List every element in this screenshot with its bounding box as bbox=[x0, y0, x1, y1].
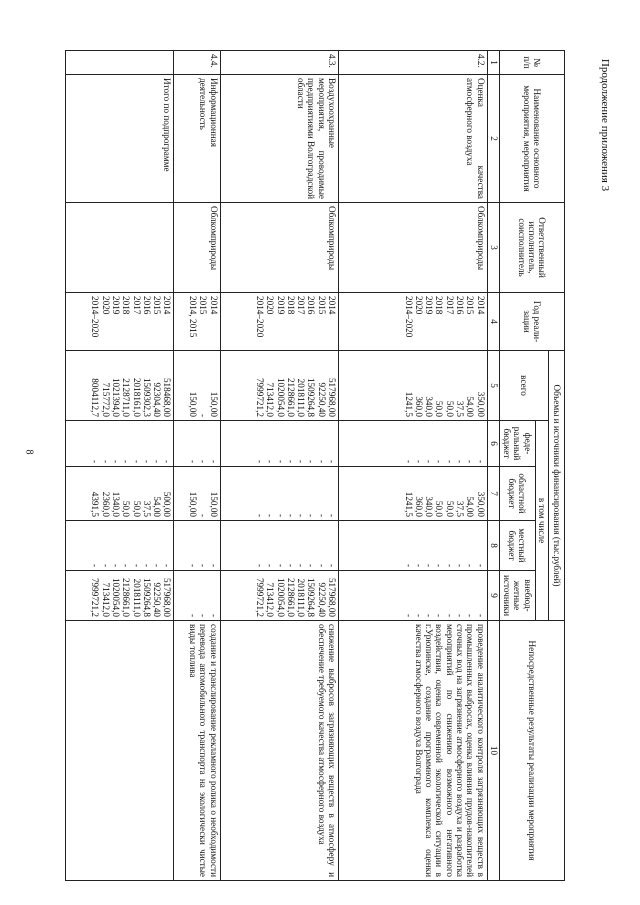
value: 50,0 bbox=[131, 500, 142, 517]
col-number: 7 bbox=[487, 467, 499, 521]
header-funding: Объемы и источники финансирования (тыс.рублей) bbox=[549, 351, 565, 621]
year: 2020 bbox=[413, 296, 424, 315]
value: - bbox=[306, 563, 317, 567]
value: - bbox=[316, 513, 327, 517]
value: 50,0 bbox=[444, 400, 455, 417]
value: - bbox=[121, 459, 132, 463]
year: 2018 bbox=[434, 296, 445, 315]
year: 2014 bbox=[327, 296, 338, 315]
value: 1020054,0 bbox=[110, 577, 121, 617]
value: 1509302,3 bbox=[141, 377, 152, 417]
value: - bbox=[208, 563, 219, 567]
header-including: в том числе bbox=[535, 421, 548, 621]
value: 2018111,0 bbox=[296, 578, 307, 617]
value: 7999721,2 bbox=[255, 377, 265, 417]
value: 92250,40 bbox=[152, 582, 163, 617]
value: 50,0 bbox=[434, 400, 445, 417]
value: 713412,0 bbox=[265, 582, 276, 617]
value: 517968,00 bbox=[327, 577, 338, 617]
header-result: Непосредственные результаты реализации мероприятия bbox=[499, 621, 564, 881]
value: 1509264,8 bbox=[306, 377, 317, 417]
value: - bbox=[275, 513, 286, 517]
value: - bbox=[208, 459, 219, 463]
year: 2014–2020 bbox=[90, 296, 101, 338]
value: 54,00 bbox=[152, 496, 163, 517]
header-extra: внебюд-жетные источники bbox=[499, 571, 535, 621]
table-row bbox=[339, 51, 488, 881]
value: 2128711,0 bbox=[121, 378, 132, 417]
value: - bbox=[434, 613, 445, 617]
header-years: Год реали-зации bbox=[499, 293, 564, 351]
value: 1241,5 bbox=[403, 391, 414, 417]
value: 350,00 bbox=[475, 491, 486, 517]
value: 2018111,0 bbox=[296, 378, 307, 417]
year: 2017 bbox=[131, 296, 142, 315]
value: 713412,0 bbox=[100, 582, 111, 617]
header-responsible: Ответственный исполнитель, соисполнитель bbox=[499, 203, 564, 293]
value: 500,00 bbox=[162, 491, 173, 517]
row-extra bbox=[66, 571, 174, 621]
year: 2016 bbox=[306, 296, 317, 315]
table-row bbox=[66, 51, 174, 881]
value: - bbox=[188, 459, 199, 463]
row-responsible bbox=[66, 203, 174, 293]
row-years bbox=[339, 293, 488, 351]
row-regional bbox=[220, 467, 338, 521]
value: - bbox=[90, 459, 101, 463]
value: 2018111,0 bbox=[131, 578, 142, 617]
value: 340,0 bbox=[424, 496, 435, 517]
row-local bbox=[339, 521, 488, 571]
value: - bbox=[131, 563, 142, 567]
value: 50,0 bbox=[434, 500, 445, 517]
value: - bbox=[444, 459, 455, 463]
year: 2014–2020 bbox=[403, 296, 414, 338]
year: 2015 bbox=[198, 296, 209, 315]
value: 37,5 bbox=[141, 500, 152, 517]
value: - bbox=[424, 613, 435, 617]
row-regional bbox=[66, 467, 174, 521]
value: 713412,0 bbox=[265, 382, 276, 417]
value: 360,0 bbox=[413, 496, 424, 517]
year: 2014 bbox=[208, 296, 219, 315]
value: - bbox=[316, 459, 327, 463]
value: 1509264,8 bbox=[306, 577, 317, 617]
value: - bbox=[90, 563, 101, 567]
value: - bbox=[198, 513, 209, 517]
value: - bbox=[208, 613, 219, 617]
value: - bbox=[327, 459, 338, 463]
value: 8004112,7 bbox=[90, 378, 101, 417]
header-regional: областной бюджет bbox=[499, 467, 535, 521]
row-responsible: Облкомприроды bbox=[220, 203, 338, 293]
col-number: 6 bbox=[487, 421, 499, 467]
row-local bbox=[220, 521, 338, 571]
year: 2017 bbox=[296, 296, 307, 315]
value: - bbox=[403, 459, 414, 463]
value: - bbox=[444, 563, 455, 567]
value: 350,00 bbox=[475, 391, 486, 417]
col-number: 3 bbox=[487, 203, 499, 293]
value: 2128661,0 bbox=[285, 577, 296, 617]
row-extra bbox=[220, 571, 338, 621]
header-num: № п/п bbox=[499, 51, 564, 75]
row-extra bbox=[339, 571, 488, 621]
value: 150,00 bbox=[208, 391, 219, 417]
year: 2019 bbox=[275, 296, 286, 315]
value: - bbox=[188, 563, 199, 567]
row-total bbox=[174, 351, 220, 421]
row-total bbox=[66, 351, 174, 421]
value: - bbox=[413, 613, 424, 617]
table-container bbox=[65, 50, 565, 880]
value: - bbox=[285, 513, 296, 517]
value: - bbox=[285, 563, 296, 567]
value: - bbox=[110, 563, 121, 567]
year: 2014 bbox=[162, 296, 173, 315]
value: 37,5 bbox=[455, 500, 466, 517]
year: 2014–2020 bbox=[255, 296, 265, 338]
continuation-title: Продолжение приложения 3 bbox=[599, 58, 611, 192]
year: 2014, 2015 bbox=[188, 296, 199, 338]
year: 2020 bbox=[100, 296, 111, 315]
value: - bbox=[424, 459, 435, 463]
table-row bbox=[220, 51, 338, 881]
value: - bbox=[162, 563, 173, 567]
value: - bbox=[152, 459, 163, 463]
value: - bbox=[306, 459, 317, 463]
row-local bbox=[66, 521, 174, 571]
row-name: Воздухоохранные мероприятия, проводимые предприятиями Волгоградской области bbox=[220, 75, 338, 203]
value: - bbox=[131, 459, 142, 463]
row-result: создание и транслирование рекламного ролика о необходимости перевода автомобильного транспорта на экологически чистые виды топлива bbox=[174, 621, 220, 881]
col-number: 9 bbox=[487, 571, 499, 621]
value: 7999721,2 bbox=[255, 577, 265, 617]
row-regional bbox=[339, 467, 488, 521]
value: 2128661,0 bbox=[121, 577, 132, 617]
value: 4391,5 bbox=[90, 491, 101, 517]
value: - bbox=[162, 459, 173, 463]
value: - bbox=[403, 563, 414, 567]
value: - bbox=[152, 563, 163, 567]
value: 517968,00 bbox=[162, 577, 173, 617]
row-federal bbox=[220, 421, 338, 467]
value: 7999721,2 bbox=[90, 577, 101, 617]
value: - bbox=[413, 563, 424, 567]
value: 2018161,0 bbox=[131, 377, 142, 417]
row-result bbox=[66, 621, 174, 881]
row-num: 4.3. bbox=[220, 51, 338, 75]
year: 2019 bbox=[424, 296, 435, 315]
value: 518468,00 bbox=[162, 377, 173, 417]
value: - bbox=[444, 613, 455, 617]
header-local: местный бюджет bbox=[499, 521, 535, 571]
value: - bbox=[434, 459, 445, 463]
value: - bbox=[455, 563, 466, 567]
row-federal bbox=[339, 421, 488, 467]
funding-table bbox=[65, 50, 565, 881]
value: - bbox=[188, 613, 199, 617]
value: - bbox=[465, 459, 476, 463]
value: - bbox=[455, 459, 466, 463]
value: 92250,40 bbox=[316, 582, 327, 617]
col-number: 1 bbox=[487, 51, 499, 75]
col-number: 8 bbox=[487, 521, 499, 571]
value: 1509264,8 bbox=[141, 577, 152, 617]
value: - bbox=[465, 563, 476, 567]
year: 2016 bbox=[455, 296, 466, 315]
value: - bbox=[465, 613, 476, 617]
value: - bbox=[316, 563, 327, 567]
year: 2015 bbox=[465, 296, 476, 315]
row-name: Оценка качества атмосферного воздуха bbox=[339, 75, 488, 203]
value: 150,00 bbox=[188, 391, 199, 417]
value: 360,0 bbox=[413, 396, 424, 417]
year: 2016 bbox=[141, 296, 152, 315]
row-federal bbox=[66, 421, 174, 467]
value: - bbox=[100, 563, 111, 567]
header-name: Наименование основного мероприятия, мероприятия bbox=[499, 75, 564, 203]
value: 1021394,0 bbox=[110, 377, 121, 417]
value: - bbox=[110, 459, 121, 463]
value: - bbox=[475, 563, 486, 567]
year: 2014 bbox=[475, 296, 486, 315]
year: 2018 bbox=[285, 296, 296, 315]
col-number: 4 bbox=[487, 293, 499, 351]
value: - bbox=[198, 413, 209, 417]
year: 2018 bbox=[121, 296, 132, 315]
value: 92304,40 bbox=[152, 382, 163, 417]
row-name: Информационная деятельность bbox=[174, 75, 220, 203]
year: 2017 bbox=[444, 296, 455, 315]
row-local bbox=[174, 521, 220, 571]
value: - bbox=[434, 563, 445, 567]
value: 150,00 bbox=[208, 491, 219, 517]
value: - bbox=[403, 613, 414, 617]
value: - bbox=[455, 613, 466, 617]
page-number: 8 bbox=[23, 449, 35, 455]
value: - bbox=[255, 513, 265, 517]
col-number: 10 bbox=[487, 621, 499, 881]
row-name: Итого по подпрограмме bbox=[66, 75, 174, 203]
value: 517968,00 bbox=[327, 377, 338, 417]
value: 1020054,0 bbox=[275, 377, 286, 417]
value: - bbox=[475, 613, 486, 617]
year: 2015 bbox=[316, 296, 327, 315]
value: - bbox=[198, 563, 209, 567]
value: - bbox=[255, 459, 265, 463]
year: 2020 bbox=[265, 296, 276, 315]
value: - bbox=[327, 563, 338, 567]
row-responsible: Облкомприроды bbox=[339, 203, 488, 293]
value: 50,0 bbox=[444, 500, 455, 517]
row-extra bbox=[174, 571, 220, 621]
row-years bbox=[220, 293, 338, 351]
value: - bbox=[255, 563, 265, 567]
row-years bbox=[174, 293, 220, 351]
value: - bbox=[265, 563, 276, 567]
row-years bbox=[66, 293, 174, 351]
year: 2015 bbox=[152, 296, 163, 315]
value: - bbox=[306, 513, 317, 517]
value: - bbox=[327, 513, 338, 517]
value: - bbox=[275, 459, 286, 463]
value: - bbox=[265, 459, 276, 463]
value: - bbox=[475, 459, 486, 463]
value: - bbox=[413, 459, 424, 463]
value: - bbox=[141, 563, 152, 567]
value: 340,0 bbox=[424, 396, 435, 417]
value: 92250,40 bbox=[316, 382, 327, 417]
value: - bbox=[296, 459, 307, 463]
row-total bbox=[220, 351, 338, 421]
value: 37,5 bbox=[455, 400, 466, 417]
value: - bbox=[198, 613, 209, 617]
value: - bbox=[424, 563, 435, 567]
value: 2128661,0 bbox=[285, 377, 296, 417]
value: - bbox=[296, 563, 307, 567]
value: 2360,0 bbox=[100, 491, 111, 517]
row-federal bbox=[174, 421, 220, 467]
row-regional bbox=[174, 467, 220, 521]
row-result: снижение выбросов загрязняющих веществ в атмосферу и обеспечение требуемого качества атмосферного воздуха bbox=[220, 621, 338, 881]
value: - bbox=[100, 459, 111, 463]
value: - bbox=[265, 513, 276, 517]
table-row bbox=[174, 51, 220, 881]
col-number: 2 bbox=[487, 75, 499, 203]
value: 1340,0 bbox=[110, 491, 121, 517]
value: 54,00 bbox=[465, 496, 476, 517]
value: 1020054,0 bbox=[275, 577, 286, 617]
value: 150,00 bbox=[188, 491, 199, 517]
year: 2019 bbox=[110, 296, 121, 315]
value: - bbox=[296, 513, 307, 517]
row-num: 4.4. bbox=[174, 51, 220, 75]
col-number: 5 bbox=[487, 351, 499, 421]
row-total bbox=[339, 351, 488, 421]
row-num bbox=[66, 51, 174, 75]
value: - bbox=[198, 459, 209, 463]
header-total: всего bbox=[499, 351, 548, 421]
value: 715772,0 bbox=[100, 382, 111, 417]
value: 50,0 bbox=[121, 500, 132, 517]
value: - bbox=[275, 563, 286, 567]
value: 54,00 bbox=[465, 396, 476, 417]
value: - bbox=[285, 459, 296, 463]
row-result: проведение аналитического контроля загрязняющих веществ в промышленных выбросах, оценка влияния прудов-накопителей сточных вод на загрязнение атмосферного воздуха и разработка мероприятий по снижению возможного негативного воздействия, оценка современной экологической ситуации в г.Урюпинске, создание программного комплекса оценки качества атмосферного воздуха Волгограда bbox=[339, 621, 488, 881]
row-responsible: Облкомприроды bbox=[174, 203, 220, 293]
value: - bbox=[141, 459, 152, 463]
row-num: 4.2. bbox=[339, 51, 488, 75]
header-federal: феде-ральный бюджет bbox=[499, 421, 535, 467]
value: 1241,5 bbox=[403, 491, 414, 517]
value: - bbox=[121, 563, 132, 567]
